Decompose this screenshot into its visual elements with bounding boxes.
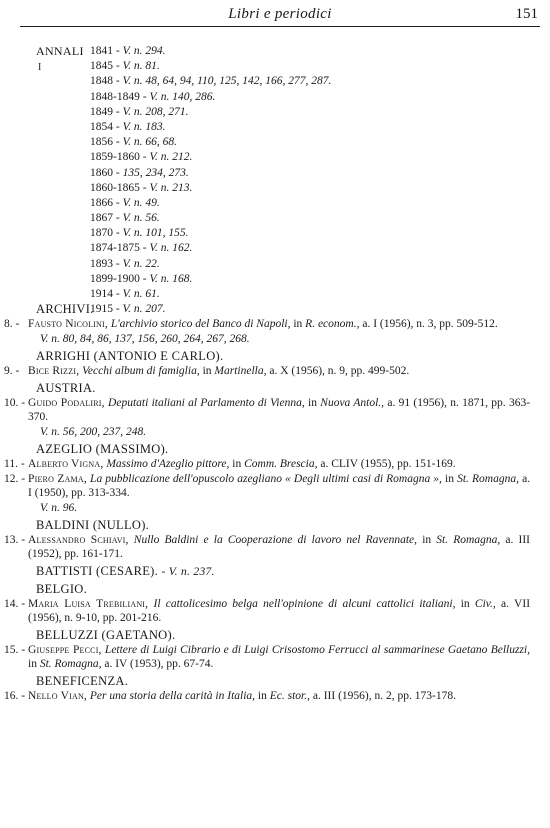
entry-journal: St. Romagna, — [457, 473, 519, 485]
annali-refs: V. n. 213. — [149, 181, 193, 194]
entry-journal: Nuova Antol., — [320, 397, 385, 409]
section-title: AZEGLIO (MASSIMO). — [36, 442, 169, 456]
annali-year: 1915 — [90, 303, 113, 316]
annali-row: 1874-1875 - V. n. 162. — [90, 242, 193, 255]
main-content — [4, 302, 534, 706]
entry-journal: St. Romagna, — [39, 658, 102, 670]
annali-year: 1848 — [90, 75, 113, 88]
annali-refs: 135, 234, 273. — [122, 166, 189, 179]
annali-year: 1859-1860 — [90, 151, 140, 164]
bib-entry: 15. - Giuseppe Pecci, Lettere di Luigi Cibrario e di Luigi Crisostomo Ferrucci al sammarinese Gaetano Belluzzi, in St. Romagna, a. IV (1953), pp. 67-74. — [4, 644, 530, 670]
bib-entry: 14. - Maria Luisa Trebiliani, Il cattolicesimo belga nell'opinione di alcuni cattolici italiani, in Civ., a. VII (1956), n. 9-10, pp. 201-216. — [4, 598, 531, 624]
section-title: BATTISTI (CESARE). - V. n. 237. — [36, 564, 215, 578]
entry-journal: St. Romagna, — [436, 534, 501, 546]
entry-number: 12. - — [4, 473, 26, 485]
annali-row: 1915 - V. n. 207. — [90, 303, 166, 316]
entry-number: 14. - — [4, 598, 26, 610]
annali-row: 1866 - V. n. 49. — [90, 196, 160, 209]
entry-journal: Ec. stor., — [269, 690, 310, 702]
annali-row: 1848-1849 - V. n. 140, 286. — [90, 90, 216, 103]
section-title: BELLUZZI (GAETANO). — [36, 628, 176, 642]
section-title: BENEFICENZA. — [36, 674, 129, 688]
entry-author: Piero Zama, — [28, 473, 87, 485]
entry-author: Maria Luisa Trebiliani, — [28, 598, 149, 610]
entry-author: Alessandro Schiavi, — [28, 534, 129, 546]
annali-year: 1874-1875 — [90, 242, 140, 255]
entry-details: a. I (1956), n. 3, pp. 509-512. — [362, 318, 498, 330]
annali-heading: ANNALI — [36, 44, 84, 58]
annali-refs: V. n. 61. — [122, 288, 160, 300]
entry-author: Alberto Vigna, — [28, 458, 104, 470]
entry-number: 10. - — [4, 397, 26, 409]
annali-index — [36, 44, 516, 317]
entry-number: 9. - — [4, 365, 20, 377]
margin-mark: I — [38, 62, 42, 73]
annali-refs: V. n. 294. — [122, 45, 166, 57]
section-azeglio — [4, 442, 534, 515]
annali-refs: V. n. 81. — [122, 60, 160, 73]
annali-year: 1893 — [90, 257, 113, 270]
annali-refs: V. n. 212. — [149, 151, 193, 164]
section-title: AUSTRIA. — [36, 381, 96, 395]
entry-journal: R. econom., — [305, 318, 360, 330]
annali-year: 1914 — [90, 288, 113, 300]
entry-journal: Comm. Brescia, — [244, 458, 318, 470]
entry-journal: Martinella, — [214, 365, 267, 377]
entry-number: 16. - — [4, 690, 26, 702]
annali-refs: V. n. 140, 286. — [149, 90, 216, 103]
annali-refs: V. n. 183. — [122, 120, 166, 133]
annali-refs: V. n. 168. — [149, 272, 193, 285]
section-baldini — [4, 518, 534, 561]
bib-entry: 12. - Piero Zama, La pubblicazione dell'opuscolo azegliano « Degli ultimi casi di Romagna », in St. Romagna, a. I (1950), pp. 313-334. — [4, 473, 531, 499]
cross-reference: - V. n. 237. — [161, 566, 215, 578]
annali-year: 1899-1900 — [90, 272, 140, 285]
entry-author: Fausto Nicolini, — [28, 318, 108, 330]
annali-year: 1860-1865 — [90, 181, 140, 194]
annali-year: 1841 — [90, 45, 113, 57]
bib-entry: 13. - Alessandro Schiavi, Nullo Baldini e la Cooperazione di lavoro nel Ravennate, in St. Romagna, a. III (1952), pp. 161-171. — [4, 534, 531, 560]
entry-title: La pubblicazione dell'opuscolo azegliano « Degli ultimi casi di Romagna », — [90, 473, 442, 485]
entry-author: Giuseppe Pecci, — [28, 644, 102, 656]
entry-title: Deputati italiani al Parlamento di Vienna, — [108, 397, 305, 409]
entry-details: a. IV (1953), pp. 67-74. — [104, 658, 214, 670]
entry-details: a. III (1952), pp. 161-171. — [28, 534, 531, 560]
annali-row: 1845 - V. n. 81. — [90, 60, 160, 73]
annali-refs: V. n. 66, 68. — [122, 136, 178, 149]
entry-title: Nullo Baldini e la Cooperazione di lavoro nel Ravennate, — [133, 534, 418, 546]
page-number: 151 — [515, 6, 538, 22]
annali-row: 1856 - V. n. 66, 68. — [90, 136, 178, 149]
annali-year: 1854 — [90, 120, 113, 133]
annali-refs: V. n. 208, 271. — [122, 105, 189, 118]
entry-details: a. VII (1956), n. 9-10, pp. 201-216. — [28, 598, 531, 624]
entry-number: 13. - — [4, 534, 26, 546]
annali-row: 1854 - V. n. 183. — [90, 120, 166, 133]
annali-year: 1845 — [90, 60, 113, 73]
cross-reference: V. n. 56, 200, 237, 248. — [40, 426, 147, 438]
annali-refs: V. n. 162. — [149, 242, 193, 255]
annali-refs: V. n. 56. — [122, 212, 160, 225]
bib-entry: 8. - Fausto Nicolini, L'archivio storico del Banco di Napoli, in R. econom., a. I (1956), n. 3, pp. 509-512. — [4, 318, 498, 330]
annali-year: 1849 — [90, 105, 113, 118]
annali-row: 1848 - V. n. 48, 64, 94, 110, 125, 142, 166, 277, 287. — [90, 75, 332, 88]
entry-journal: Civ., — [474, 598, 496, 610]
entry-number: 15. - — [4, 644, 26, 656]
entry-details: a. I (1950), pp. 313-334. — [28, 473, 531, 499]
annali-row: 1867 - V. n. 56. — [90, 212, 160, 225]
annali-row: 1859-1860 - V. n. 212. — [90, 151, 193, 164]
section-title: BELGIO. — [36, 582, 88, 596]
annali-year: 1848-1849 — [90, 90, 140, 103]
section-title: ARRIGHI (ANTONIO E CARLO). — [36, 349, 224, 363]
annali-refs: V. n. 49. — [122, 196, 160, 209]
section-battisti — [4, 564, 534, 579]
annali-row: 1860-1865 - V. n. 213. — [90, 181, 193, 194]
entry-number: 11. - — [4, 458, 25, 470]
bib-entry: 16. - Nello Vian, Per una storia della carità in Italia, in Ec. stor., a. III (1956), n. 2, pp. 173-178. — [4, 690, 456, 702]
annali-row: 1899-1900 - V. n. 168. — [90, 272, 193, 285]
entry-author: Guido Podaliri, — [28, 397, 105, 409]
entry-title: Per una storia della carità in Italia, — [89, 690, 256, 702]
annali-year: 1860 — [90, 166, 113, 179]
running-title: Libri e periodici — [228, 6, 332, 22]
annali-refs: V. n. 22. — [122, 257, 160, 270]
entry-title: Lettere di Luigi Cibrario e di Luigi Crisostomo Ferrucci al sammarinese Gaetano Belluzzi, — [104, 644, 530, 656]
annali-row: 1870 - V. n. 101, 155. — [90, 227, 189, 240]
cross-reference: V. n. 96. — [40, 502, 78, 514]
entry-author: Bice Rizzi, — [28, 365, 80, 377]
section-belluzzi — [4, 628, 534, 671]
annali-refs: V. n. 101, 155. — [122, 227, 189, 240]
entry-title: L'archivio storico del Banco di Napoli, — [110, 318, 291, 330]
cross-reference: V. n. 80, 84, 86, 137, 156, 260, 264, 267, 268. — [40, 333, 250, 345]
section-beneficenza — [4, 674, 534, 703]
entry-details: a. X (1956), n. 9, pp. 499-502. — [269, 365, 410, 377]
annali-row: 1860 - 135, 234, 273. — [90, 166, 189, 179]
section-archivi — [4, 302, 534, 346]
section-belgio — [4, 582, 534, 625]
annali-row: ANNALI 1841 - V. n. 294. — [36, 44, 166, 58]
page-header — [20, 4, 540, 27]
entry-number: 8. - — [4, 318, 20, 330]
entry-details: a. 91 (1956), n. 1871, pp. 363-370. — [28, 397, 531, 423]
entry-title: Vecchi album di famiglia, — [82, 365, 200, 377]
entry-title: Il cattolicesimo belga nell'opinione di alcuni cattolici italiani, — [153, 598, 456, 610]
annali-year: 1870 — [90, 227, 113, 240]
annali-year: 1866 — [90, 196, 113, 209]
section-arrighi — [4, 349, 534, 378]
section-title: BALDINI (NULLO). — [36, 518, 150, 532]
entry-details: a. III (1956), n. 2, pp. 173-178. — [312, 690, 456, 702]
bib-entry: 11. - Alberto Vigna, Massimo d'Azeglio pittore, in Comm. Brescia, a. CLIV (1955), pp. 151-169. — [4, 458, 456, 470]
bib-entry: 10. - Guido Podaliri, Deputati italiani al Parlamento di Vienna, in Nuova Antol., a. 91 (1956), n. 1871, pp. 363-370. — [4, 397, 531, 423]
section-title: ARCHIVI. — [36, 302, 94, 316]
annali-year: 1867 — [90, 212, 113, 225]
annali-row: 1849 - V. n. 208, 271. — [90, 105, 189, 118]
section-austria — [4, 381, 534, 439]
entry-title: Massimo d'Azeglio pittore, — [106, 458, 230, 470]
entry-details: a. CLIV (1955), pp. 151-169. — [320, 458, 456, 470]
annali-year: 1856 — [90, 136, 113, 149]
annali-refs: V. n. 48, 64, 94, 110, 125, 142, 166, 277, 287. — [122, 75, 332, 88]
annali-refs: V. n. 207. — [122, 303, 166, 316]
annali-row: 1914 - V. n. 61. — [90, 288, 160, 300]
entry-author: Nello Vian, — [28, 690, 88, 702]
bib-entry: 9. - Bice Rizzi, Vecchi album di famiglia, in Martinella, a. X (1956), n. 9, pp. 499-502. — [4, 365, 410, 377]
annali-row: 1893 - V. n. 22. — [90, 257, 160, 270]
